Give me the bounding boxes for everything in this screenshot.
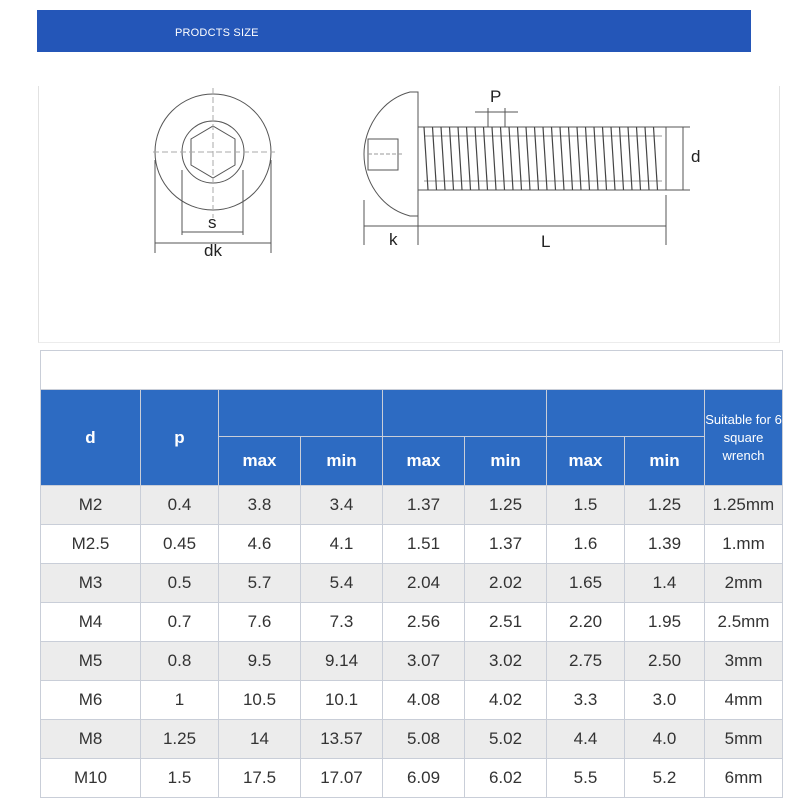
header-max: max bbox=[547, 437, 625, 486]
spec-table bbox=[40, 350, 783, 798]
cell-p: 0.7 bbox=[141, 603, 219, 642]
cell-value: 1.37 bbox=[383, 486, 465, 525]
cell-value: 5.4 bbox=[301, 564, 383, 603]
header-p: p bbox=[141, 390, 219, 486]
cell-value: 17.5 bbox=[219, 759, 301, 798]
cell-wrench: 4mm bbox=[705, 681, 783, 720]
cell-value: 1.25 bbox=[465, 486, 547, 525]
cell-p: 1.25 bbox=[141, 720, 219, 759]
cell-value: 5.02 bbox=[465, 720, 547, 759]
dim-label-dk: dk bbox=[204, 241, 222, 260]
cell-value: 6.02 bbox=[465, 759, 547, 798]
cell-wrench: 1.mm bbox=[705, 525, 783, 564]
cell-value: 3.3 bbox=[547, 681, 625, 720]
table-row bbox=[41, 603, 783, 642]
cell-d: M3 bbox=[41, 564, 141, 603]
header-d: d bbox=[41, 390, 141, 486]
dim-label-P: P bbox=[490, 87, 502, 106]
cell-wrench: 5mm bbox=[705, 720, 783, 759]
cell-value: 5.2 bbox=[625, 759, 705, 798]
cell-value: 1.65 bbox=[547, 564, 625, 603]
cell-p: 0.4 bbox=[141, 486, 219, 525]
dim-label-L: L bbox=[541, 232, 551, 251]
cell-value: 7.3 bbox=[301, 603, 383, 642]
cell-value: 7.6 bbox=[219, 603, 301, 642]
cell-wrench: 6mm bbox=[705, 759, 783, 798]
cell-d: M5 bbox=[41, 642, 141, 681]
cell-value: 2.75 bbox=[547, 642, 625, 681]
header-max: max bbox=[383, 437, 465, 486]
cell-value: 9.14 bbox=[301, 642, 383, 681]
cell-value: 2.50 bbox=[625, 642, 705, 681]
header-group-3 bbox=[547, 390, 705, 437]
cell-value: 10.5 bbox=[219, 681, 301, 720]
cell-value: 10.1 bbox=[301, 681, 383, 720]
cell-value: 3.8 bbox=[219, 486, 301, 525]
cell-value: 14 bbox=[219, 720, 301, 759]
cell-value: 2.51 bbox=[465, 603, 547, 642]
cell-value: 5.5 bbox=[547, 759, 625, 798]
cell-wrench: 3mm bbox=[705, 642, 783, 681]
screw-diagram bbox=[0, 0, 800, 345]
cell-value: 1.39 bbox=[625, 525, 705, 564]
cell-value: 9.5 bbox=[219, 642, 301, 681]
table-row bbox=[41, 525, 783, 564]
header-min: min bbox=[301, 437, 383, 486]
table-body bbox=[41, 486, 783, 798]
cell-p: 1.5 bbox=[141, 759, 219, 798]
cell-d: M8 bbox=[41, 720, 141, 759]
header-group-2 bbox=[383, 390, 547, 437]
dim-label-s: s bbox=[208, 213, 217, 232]
table-row bbox=[41, 681, 783, 720]
cell-value: 4.1 bbox=[301, 525, 383, 564]
table-row bbox=[41, 564, 783, 603]
cell-value: 2.56 bbox=[383, 603, 465, 642]
cell-wrench: 2.5mm bbox=[705, 603, 783, 642]
header-max: max bbox=[219, 437, 301, 486]
table-row bbox=[41, 486, 783, 525]
cell-value: 2.20 bbox=[547, 603, 625, 642]
cell-value: 3.4 bbox=[301, 486, 383, 525]
cell-d: M10 bbox=[41, 759, 141, 798]
header-min: min bbox=[465, 437, 547, 486]
table-header-top bbox=[41, 390, 783, 437]
cell-p: 0.5 bbox=[141, 564, 219, 603]
cell-value: 1.4 bbox=[625, 564, 705, 603]
header-wrench: Suitable for 6 square wrench bbox=[705, 390, 783, 486]
cell-value: 2.02 bbox=[465, 564, 547, 603]
cell-wrench: 2mm bbox=[705, 564, 783, 603]
cell-value: 3.0 bbox=[625, 681, 705, 720]
header-min: min bbox=[625, 437, 705, 486]
cell-value: 3.02 bbox=[465, 642, 547, 681]
cell-value: 1.95 bbox=[625, 603, 705, 642]
cell-p: 1 bbox=[141, 681, 219, 720]
cell-value: 5.7 bbox=[219, 564, 301, 603]
cell-value: 1.25 bbox=[625, 486, 705, 525]
cell-value: 1.51 bbox=[383, 525, 465, 564]
cell-p: 0.45 bbox=[141, 525, 219, 564]
cell-value: 4.4 bbox=[547, 720, 625, 759]
cell-value: 4.08 bbox=[383, 681, 465, 720]
banner-title: PRODCTS SIZE bbox=[175, 27, 259, 39]
cell-d: M6 bbox=[41, 681, 141, 720]
button-head bbox=[364, 92, 418, 216]
cell-value: 5.08 bbox=[383, 720, 465, 759]
cell-value: 1.37 bbox=[465, 525, 547, 564]
cell-value: 3.07 bbox=[383, 642, 465, 681]
cell-wrench: 1.25mm bbox=[705, 486, 783, 525]
table-row bbox=[41, 720, 783, 759]
cell-value: 2.04 bbox=[383, 564, 465, 603]
table-row bbox=[41, 759, 783, 798]
cell-d: M2 bbox=[41, 486, 141, 525]
dim-label-k: k bbox=[389, 230, 398, 249]
cell-value: 1.6 bbox=[547, 525, 625, 564]
cell-p: 0.8 bbox=[141, 642, 219, 681]
cell-value: 4.02 bbox=[465, 681, 547, 720]
dim-label-d: d bbox=[691, 147, 701, 166]
cell-d: M4 bbox=[41, 603, 141, 642]
table-spacer-row bbox=[41, 351, 783, 390]
cell-value: 17.07 bbox=[301, 759, 383, 798]
table-row bbox=[41, 642, 783, 681]
cell-d: M2.5 bbox=[41, 525, 141, 564]
cell-value: 4.6 bbox=[219, 525, 301, 564]
header-group-1 bbox=[219, 390, 383, 437]
cell-value: 6.09 bbox=[383, 759, 465, 798]
cell-value: 1.5 bbox=[547, 486, 625, 525]
cell-value: 13.57 bbox=[301, 720, 383, 759]
cell-value: 4.0 bbox=[625, 720, 705, 759]
